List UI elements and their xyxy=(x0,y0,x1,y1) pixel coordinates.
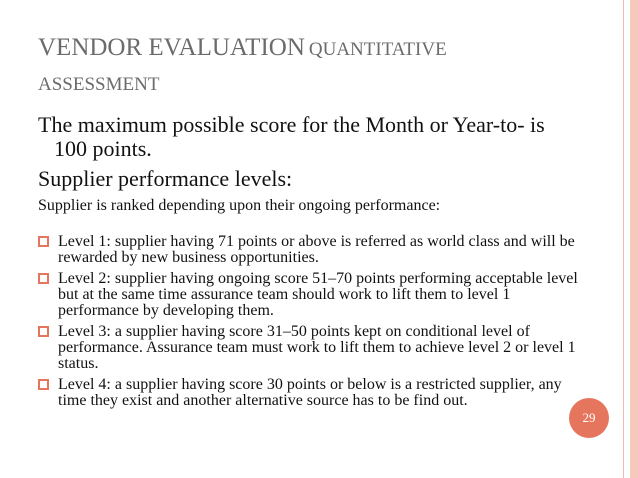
hollow-square-bullet-icon xyxy=(38,379,49,390)
page-number-badge: 29 xyxy=(569,398,609,438)
list-item xyxy=(38,271,583,319)
ranked-note: Supplier is ranked depending upon their ongoing performance: xyxy=(38,197,441,214)
title-qualifier: QUANTITATIVE xyxy=(308,39,447,60)
performance-heading: Supplier performance levels: xyxy=(38,166,293,191)
right-border-line xyxy=(623,0,624,478)
level-3-text: Level 3: a supplier having score 31–50 points kept on conditional level of performance. Assurance team must work to lift them to achieve level 2 or level 1 status. xyxy=(58,323,576,372)
right-border-bar xyxy=(630,0,638,478)
level-1-text: Level 1: supplier having 71 points or above is referred as world class and will be rewarded by new business opportunities. xyxy=(58,233,575,266)
level-2-text: Level 2: supplier having ongoing score 51–70 points performing acceptable level but at the same time assurance team should work to lift them to level 1 performance by developing them. xyxy=(58,270,578,319)
level-4-text: Level 4: a supplier having score 30 points or below is a restricted supplier, any time they exist and another alternative source has to be find out. xyxy=(58,376,562,409)
hollow-square-bullet-icon xyxy=(38,326,49,337)
max-score-text: The maximum possible score for the Month or Year-to- is 100 points. xyxy=(38,112,545,161)
slide-title xyxy=(38,30,578,101)
max-score-statement xyxy=(38,113,578,161)
level-list xyxy=(38,234,583,414)
hollow-square-bullet-icon xyxy=(38,236,49,247)
list-item xyxy=(38,234,583,266)
hollow-square-bullet-icon xyxy=(38,273,49,284)
title-main: VENDOR EVALUATION xyxy=(38,34,305,61)
list-item xyxy=(38,377,583,409)
list-item xyxy=(38,324,583,372)
title-second-line: ASSESSMENT xyxy=(38,74,160,95)
